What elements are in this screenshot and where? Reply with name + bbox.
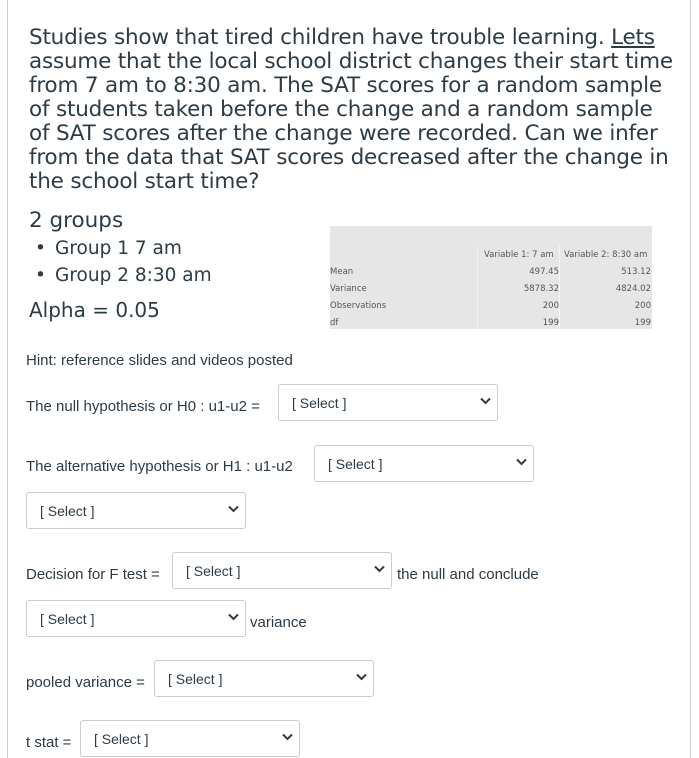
row-label-observations: Observations bbox=[330, 301, 387, 311]
pooled-variance-select[interactable] bbox=[154, 660, 374, 697]
alt-hypothesis-select-2[interactable] bbox=[26, 492, 246, 529]
alt-hypothesis-select-1[interactable] bbox=[314, 445, 534, 482]
mean-var2: 513.12 bbox=[621, 267, 651, 277]
table-divider bbox=[477, 246, 478, 329]
df-var2: 199 bbox=[634, 318, 651, 328]
group-2-item bbox=[35, 265, 212, 286]
bullet-icon: • bbox=[35, 265, 46, 286]
f-test-label: Decision for F test = bbox=[26, 566, 160, 583]
variance-select[interactable] bbox=[26, 600, 246, 637]
variance-var1: 5878.32 bbox=[523, 284, 559, 294]
alt-hypothesis-label: The alternative hypothesis or H1 : u1-u2 bbox=[26, 458, 293, 475]
table-header-var1: Variable 1: 7 am bbox=[484, 250, 554, 260]
question-part1: Studies show that tired children have trouble learning. bbox=[29, 25, 612, 50]
chevron-down-icon bbox=[374, 565, 385, 573]
t-stat-label: t stat = bbox=[26, 734, 72, 751]
f-test-select[interactable] bbox=[172, 552, 392, 589]
question-underlined-word: Lets bbox=[611, 25, 655, 50]
row-label-df: df bbox=[330, 318, 339, 328]
t-stat-select[interactable] bbox=[80, 720, 300, 757]
chevron-down-icon bbox=[228, 613, 239, 621]
observations-var1: 200 bbox=[542, 301, 559, 311]
select-placeholder: [ Select ] bbox=[328, 456, 383, 472]
row-label-mean: Mean bbox=[330, 267, 354, 277]
table-header-var2: Variable 2: 8:30 am bbox=[564, 250, 648, 260]
question-part2: assume that the local school district changes their start time from 7 am to 8:30 am. The SAT scores for a random sample of students taken before the change and a random sample of SAT scores after the change were recorded. Can we infer from the data that SAT scores decreased after the change in the school start time? bbox=[29, 49, 673, 194]
select-placeholder: [ Select ] bbox=[94, 731, 149, 747]
select-placeholder: [ Select ] bbox=[40, 611, 95, 627]
select-placeholder: [ Select ] bbox=[40, 503, 95, 519]
observations-var2: 200 bbox=[634, 301, 651, 311]
hint-text: Hint: reference slides and videos posted bbox=[26, 352, 293, 369]
variance-var2: 4824.02 bbox=[615, 284, 651, 294]
mean-var1: 497.45 bbox=[529, 267, 559, 277]
select-placeholder: [ Select ] bbox=[186, 563, 241, 579]
bullet-icon: • bbox=[35, 238, 46, 259]
select-placeholder: [ Select ] bbox=[168, 671, 223, 687]
groups-title: 2 groups bbox=[29, 208, 124, 233]
variance-suffix: variance bbox=[250, 614, 307, 631]
f-test-suffix: the null and conclude bbox=[397, 566, 539, 583]
question-text bbox=[29, 26, 679, 194]
df-var1: 199 bbox=[542, 318, 559, 328]
chevron-down-icon bbox=[516, 458, 527, 466]
null-hypothesis-select[interactable] bbox=[278, 384, 498, 421]
row-label-variance: Variance bbox=[330, 284, 367, 294]
chevron-down-icon bbox=[282, 733, 293, 741]
chevron-down-icon bbox=[480, 397, 491, 405]
null-hypothesis-label: The null hypothesis or H0 : u1-u2 = bbox=[26, 398, 260, 415]
group-1-item bbox=[35, 238, 182, 259]
alpha-value: Alpha = 0.05 bbox=[29, 298, 160, 322]
table-divider bbox=[559, 246, 560, 329]
group-1-label: Group 1 7 am bbox=[55, 238, 182, 259]
chevron-down-icon bbox=[356, 673, 367, 681]
select-placeholder: [ Select ] bbox=[292, 395, 347, 411]
stats-table bbox=[330, 226, 652, 329]
pooled-variance-label: pooled variance = bbox=[26, 674, 145, 691]
chevron-down-icon bbox=[228, 505, 239, 513]
group-2-label: Group 2 8:30 am bbox=[55, 265, 212, 286]
